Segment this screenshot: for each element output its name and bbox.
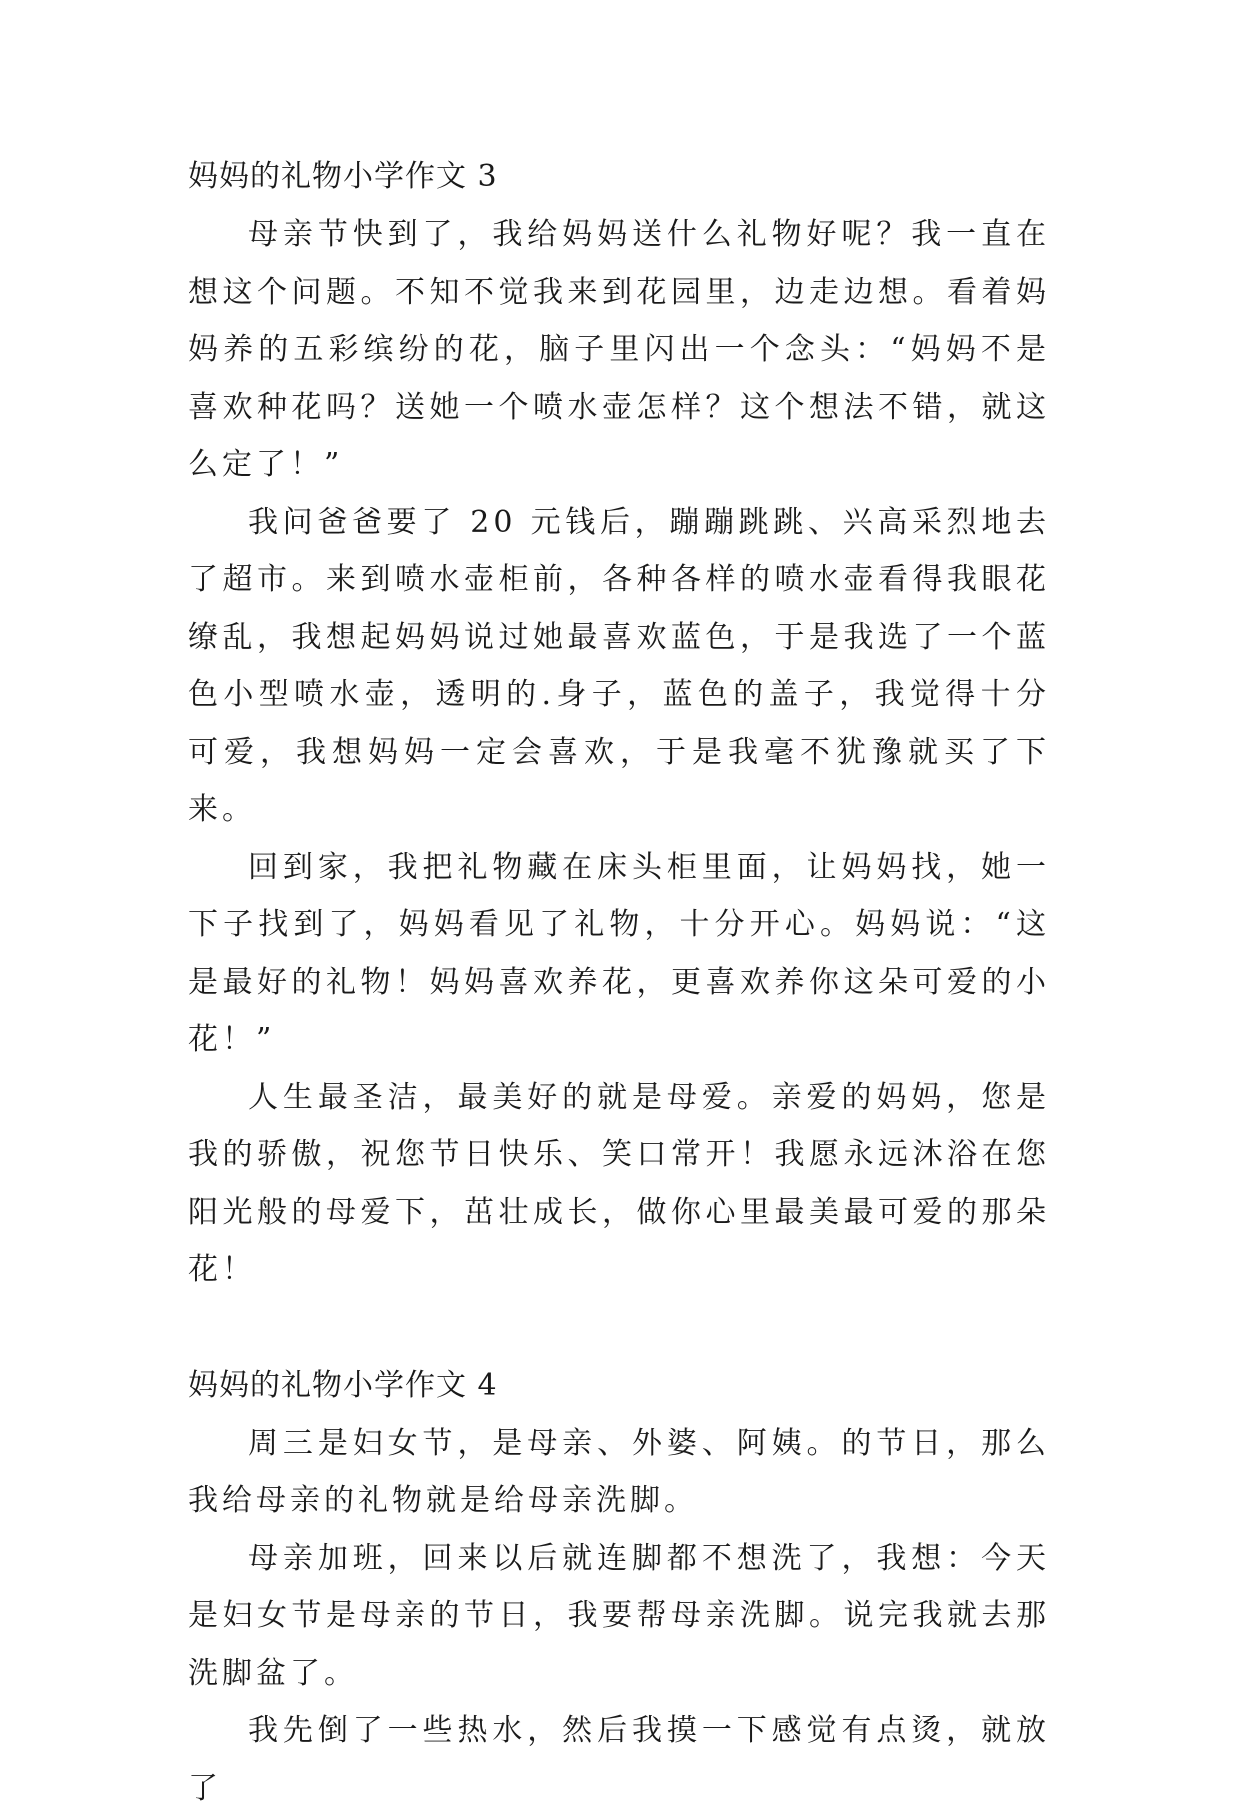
essay-3-paragraph-1: 母亲节快到了，我给妈妈送什么礼物好呢？我一直在想这个问题。不知不觉我来到花园里，边走边想。看着妈妈养的五彩缤纷的花，脑子里闪出一个念头：“妈妈不是喜欢种花吗？送她一个喷水壶怎样？这个想法不错，就这么定了！” bbox=[188, 206, 1050, 494]
essay-3 bbox=[188, 148, 1050, 1299]
essay-4 bbox=[188, 1357, 1050, 1817]
essay-3-title: 妈妈的礼物小学作文 3 bbox=[188, 148, 1050, 206]
essay-3-paragraph-4: 人生最圣洁，最美好的就是母爱。亲爱的妈妈，您是我的骄傲，祝您节日快乐、笑口常开！我愿永远沐浴在您阳光般的母爱下，茁壮成长，做你心里最美最可爱的那朵花！ bbox=[188, 1069, 1050, 1299]
section-spacer bbox=[188, 1299, 1050, 1357]
essay-4-paragraph-2: 母亲加班，回来以后就连脚都不想洗了，我想：今天是妇女节是母亲的节日，我要帮母亲洗脚。说完我就去那洗脚盆了。 bbox=[188, 1530, 1050, 1703]
essay-4-paragraph-3: 我先倒了一些热水，然后我摸一下感觉有点烫，就放了 bbox=[188, 1702, 1050, 1817]
essay-3-paragraph-3: 回到家，我把礼物藏在床头柜里面，让妈妈找，她一下子找到了，妈妈看见了礼物，十分开心。妈妈说：“这是最好的礼物！妈妈喜欢养花，更喜欢养你这朵可爱的小花！” bbox=[188, 839, 1050, 1069]
essay-4-title: 妈妈的礼物小学作文 4 bbox=[188, 1357, 1050, 1415]
essay-3-paragraph-2: 我问爸爸要了 20 元钱后，蹦蹦跳跳、兴高采烈地去了超市。来到喷水壶柜前，各种各样的喷水壶看得我眼花缭乱，我想起妈妈说过她最喜欢蓝色，于是我选了一个蓝色小型喷水壶，透明的.身子，蓝色的盖子，我觉得十分可爱，我想妈妈一定会喜欢，于是我毫不犹豫就买了下来。 bbox=[188, 494, 1050, 839]
essay-4-paragraph-1: 周三是妇女节，是母亲、外婆、阿姨。的节日，那么我给母亲的礼物就是给母亲洗脚。 bbox=[188, 1415, 1050, 1530]
document-page bbox=[188, 148, 1050, 1817]
